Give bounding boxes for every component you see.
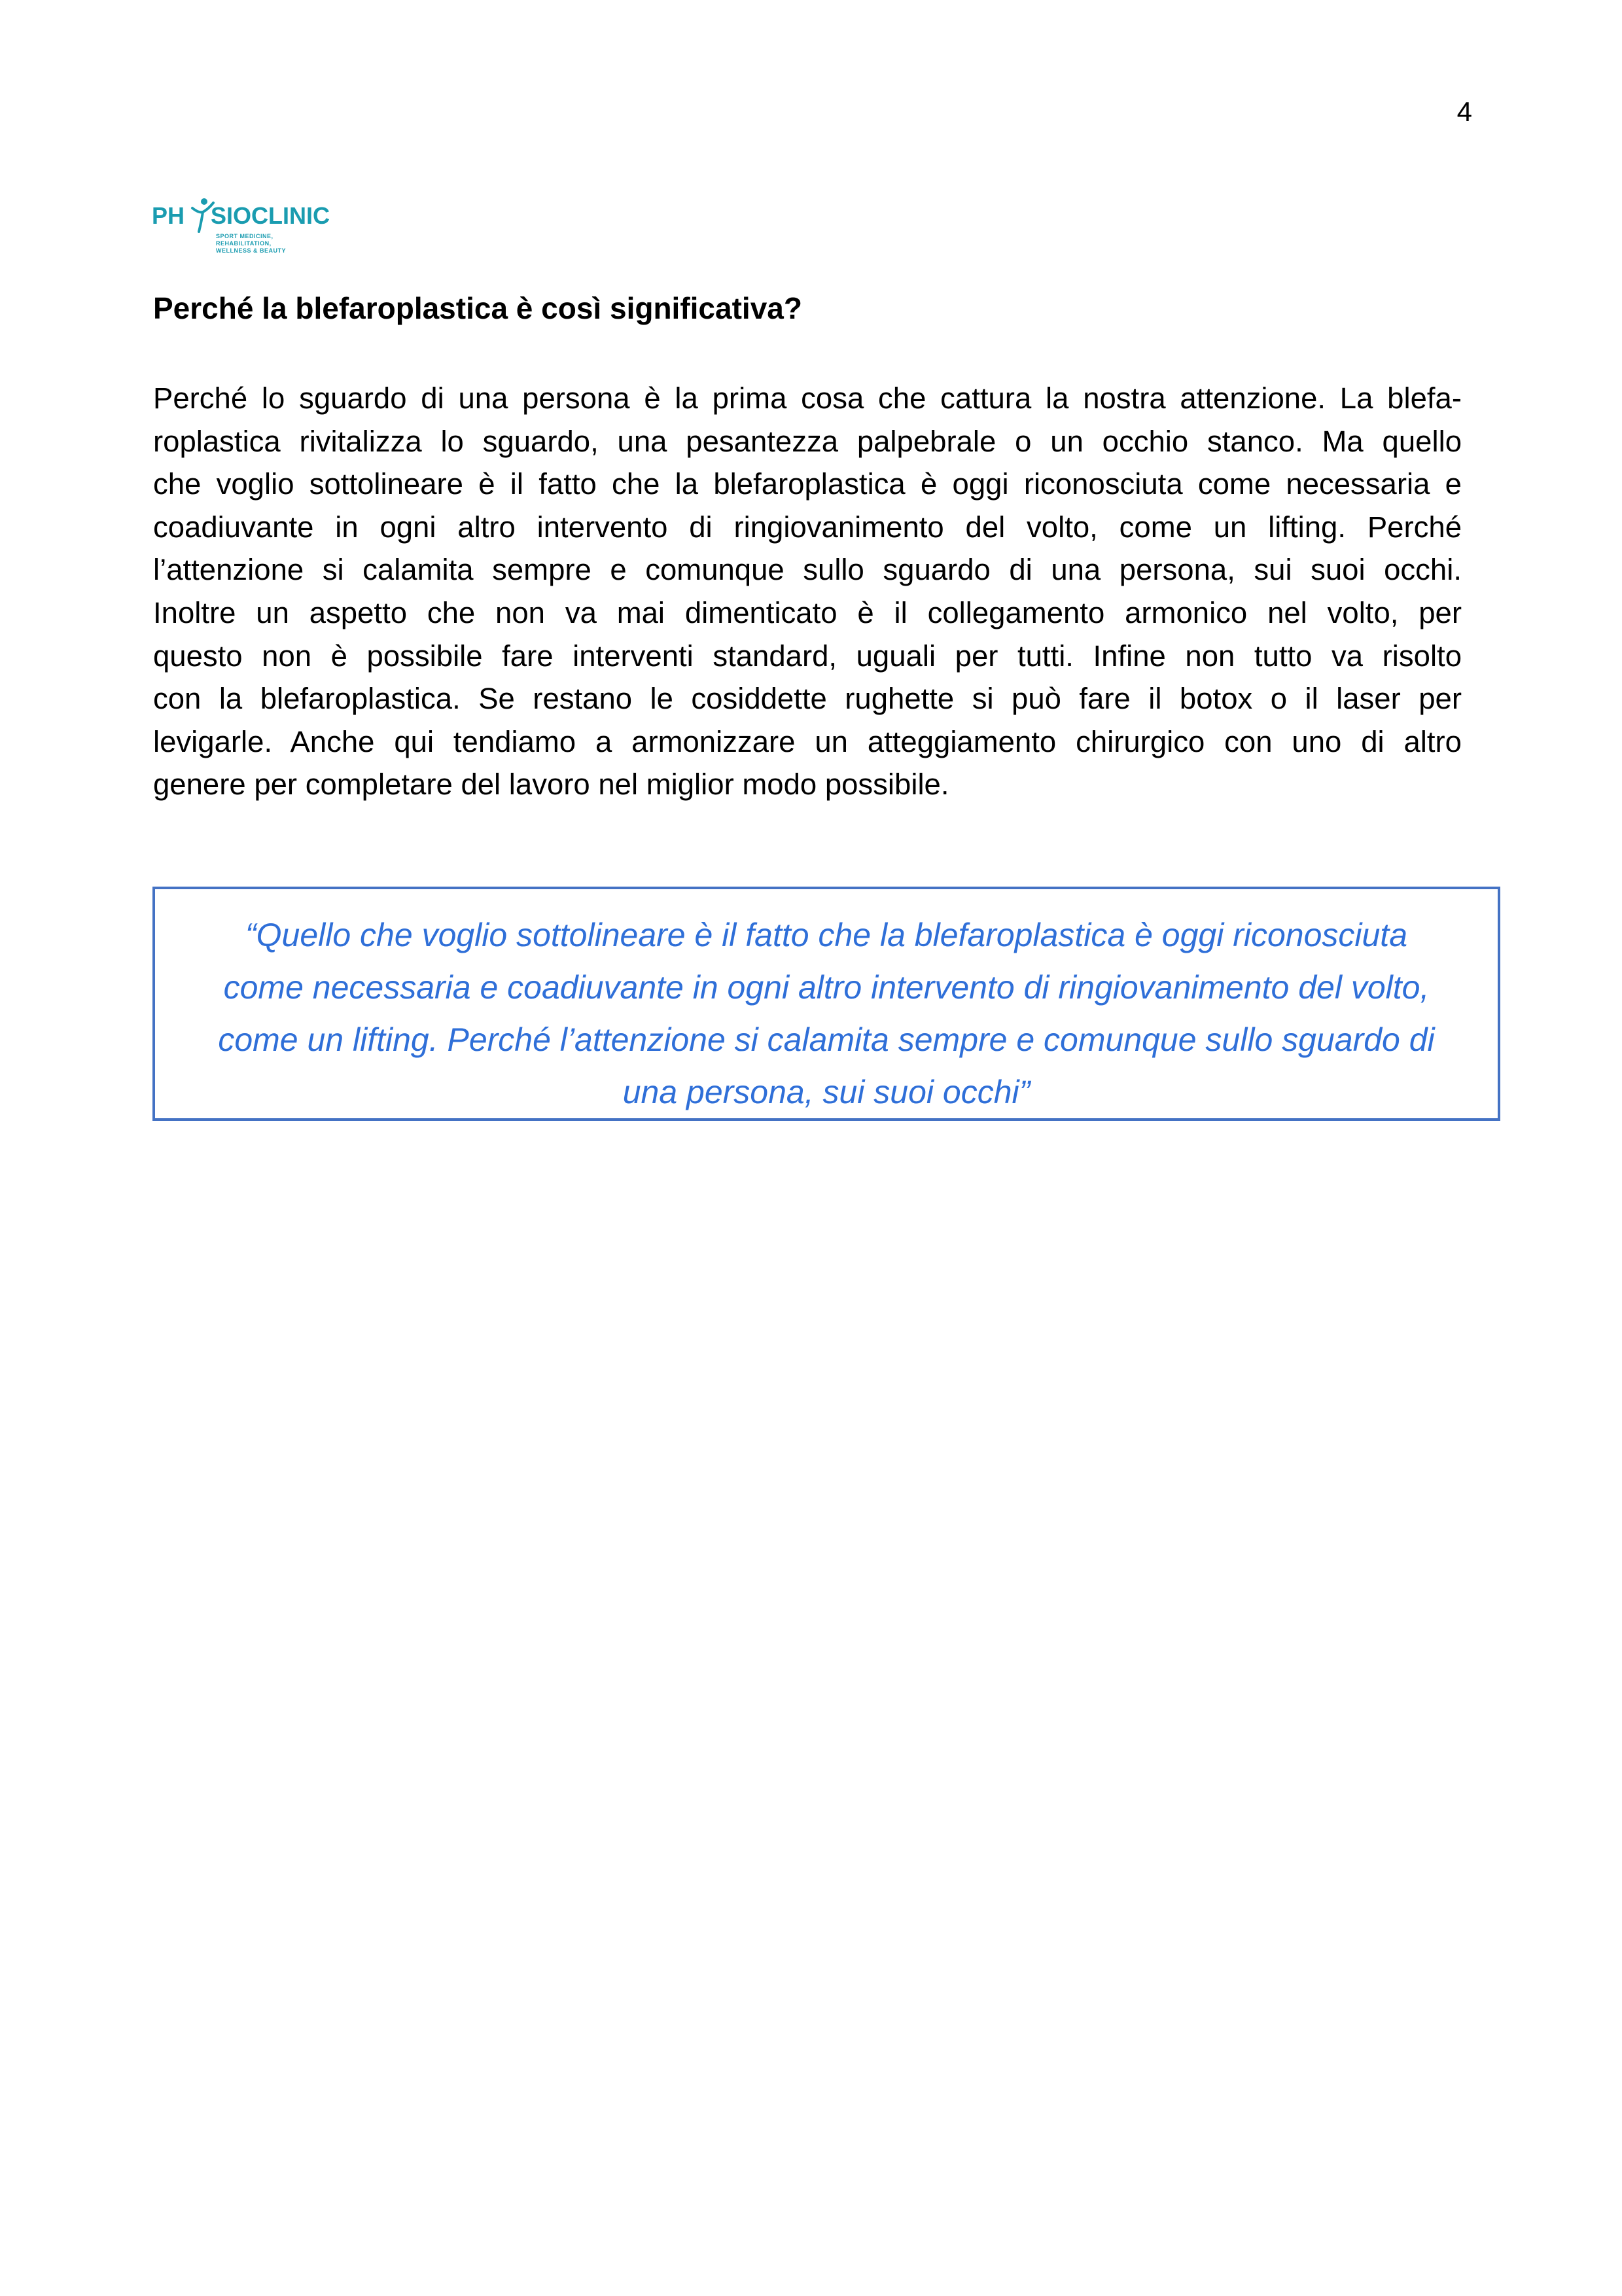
quote-line: una persona, sui suoi occhi” <box>622 1074 1031 1110</box>
physioclinic-logo <box>152 196 330 254</box>
logo-text-clinic: CLINIC <box>251 202 330 229</box>
body-line: l’attenzione si calamita sempre e comunque sullo sguardo di una persona, sui suoi occhi. <box>153 553 1462 587</box>
body-line: coadiuvante in ogni altro intervento di ringiovanimento del volto, come un lifting. Perché <box>153 510 1462 544</box>
logo-tagline: SPORT MEDICINE, REHABILITATION, WELLNESS & BEAUTY <box>216 233 287 254</box>
logo-text-ph: PH <box>152 202 185 229</box>
logo-text-sio: SIO <box>211 202 252 229</box>
quote-line: “Quello che voglio sottolineare è il fatto che la blefaroplastica è oggi riconosciuta <box>245 917 1408 953</box>
quote-line: come un lifting. Perché l’attenzione si calamita sempre e comunque sullo sguardo di <box>218 1021 1435 1058</box>
section-heading: Perché la blefaroplastica è così significativa? <box>153 291 802 325</box>
body-line: roplastica rivitalizza lo sguardo, una pesantezza palpebrale o un occhio stanco. Ma quello <box>153 424 1462 458</box>
body-line: con la blefaroplastica. Se restano le cosiddette rughette si può fare il botox o il laser per <box>153 682 1462 716</box>
quote-line: come necessaria e coadiuvante in ogni altro intervento di ringiovanimento del volto, <box>223 969 1430 1006</box>
pull-quote-box <box>152 887 1500 1121</box>
pull-quote-text <box>155 909 1498 1118</box>
logo-wordmark <box>152 204 330 228</box>
body-line: Inoltre un aspetto che non va mai dimenticato è il collegamento armonico nel volto, per <box>153 595 1462 629</box>
body-line: Perché lo sguardo di una persona è la prima cosa che cattura la nostra attenzione. La blefa- <box>153 381 1462 415</box>
article-body <box>153 377 1462 806</box>
body-line: levigarle. Anche qui tendiamo a armonizzare un atteggiamento chirurgico con uno di altro <box>153 724 1462 758</box>
body-line: questo non è possibile fare interventi standard, uguali per tutti. Infine non tutto va risolto <box>153 639 1462 673</box>
page-number: 4 <box>1456 96 1472 127</box>
logo-figure-icon <box>190 196 216 236</box>
body-line: che voglio sottolineare è il fatto che la blefaroplastica è oggi riconosciuta come necessaria e <box>153 467 1462 501</box>
body-line-last: genere per completare del lavoro nel miglior modo possibile. <box>153 768 949 802</box>
